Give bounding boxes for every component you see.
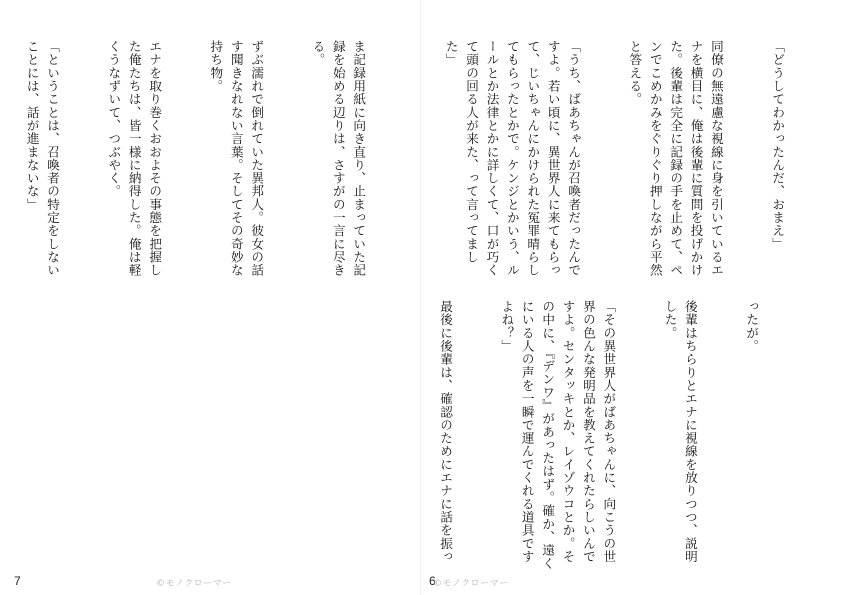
copyright-mark: ©モノクローマー (433, 579, 509, 589)
paragraph: 「うち、ばあちゃんが召喚者だったんですよ。若い頃に、異世界人に来てもらって、じいちゃんにかけられた冤罪晴らしてもらったとかで。ケンジとかいう、ルールとか法律とかに詳しくて、口が巧くて頭の回る人が来た、って言ってました」 (443, 40, 582, 277)
paragraph: ずぶ濡れで倒れていた異邦人。彼女の話す聞きなれない言葉。そしてその奇妙な持ち物。 (208, 40, 265, 277)
paragraph: エナを取り巻くおおよその事態を把握した俺たちは、皆一様に納得した。俺は軽くうなずいて、つぶやく。 (106, 40, 163, 277)
right-page (421, 0, 842, 595)
right-page-body-lower (437, 300, 802, 570)
paragraph: 「どうしてわかったんだ、おまえ」 (770, 40, 786, 251)
right-page-body-upper (438, 40, 828, 280)
paragraph: 最後に後輩は、確認のためにエナに話を振っ (438, 300, 454, 563)
paragraph: 「その異世界人がばあちゃんに、向こうの世界の色んな発明品を教えてくれたらしいんですよ。センタッキとか、レイゾウコとか。その中に、『デンワ』があったはず。確か、遠くにいる人の声を一瞬で運んでくれる道具ですよね？」 (499, 300, 617, 570)
copyright-mark: ©モノクローマー (156, 579, 232, 589)
paragraph: ま記録用紙に向き直り、止まっていた記録を始める辺りは、さすがの一言に尽きる。 (310, 40, 367, 277)
paragraph: ったが。 (744, 300, 760, 353)
paragraph: 後輩はちらりとエナに視線を放りつつ、説明した。 (662, 300, 698, 563)
paragraph: 「ということは、召喚者の特定をしないことには、話が進まないな」 (24, 40, 61, 277)
left-page-body-upper (21, 40, 409, 280)
paragraph: 同僚の無遠慮な視線に身を引いているエナを横目に、俺は後輩に質問を投げかけた。後輩は完全に記録の手を止めて、ペンでこめかみをぐりぐり押しながら平然と答える。 (627, 40, 724, 277)
page-number: 6 (429, 574, 436, 588)
page-number: 7 (14, 574, 21, 588)
